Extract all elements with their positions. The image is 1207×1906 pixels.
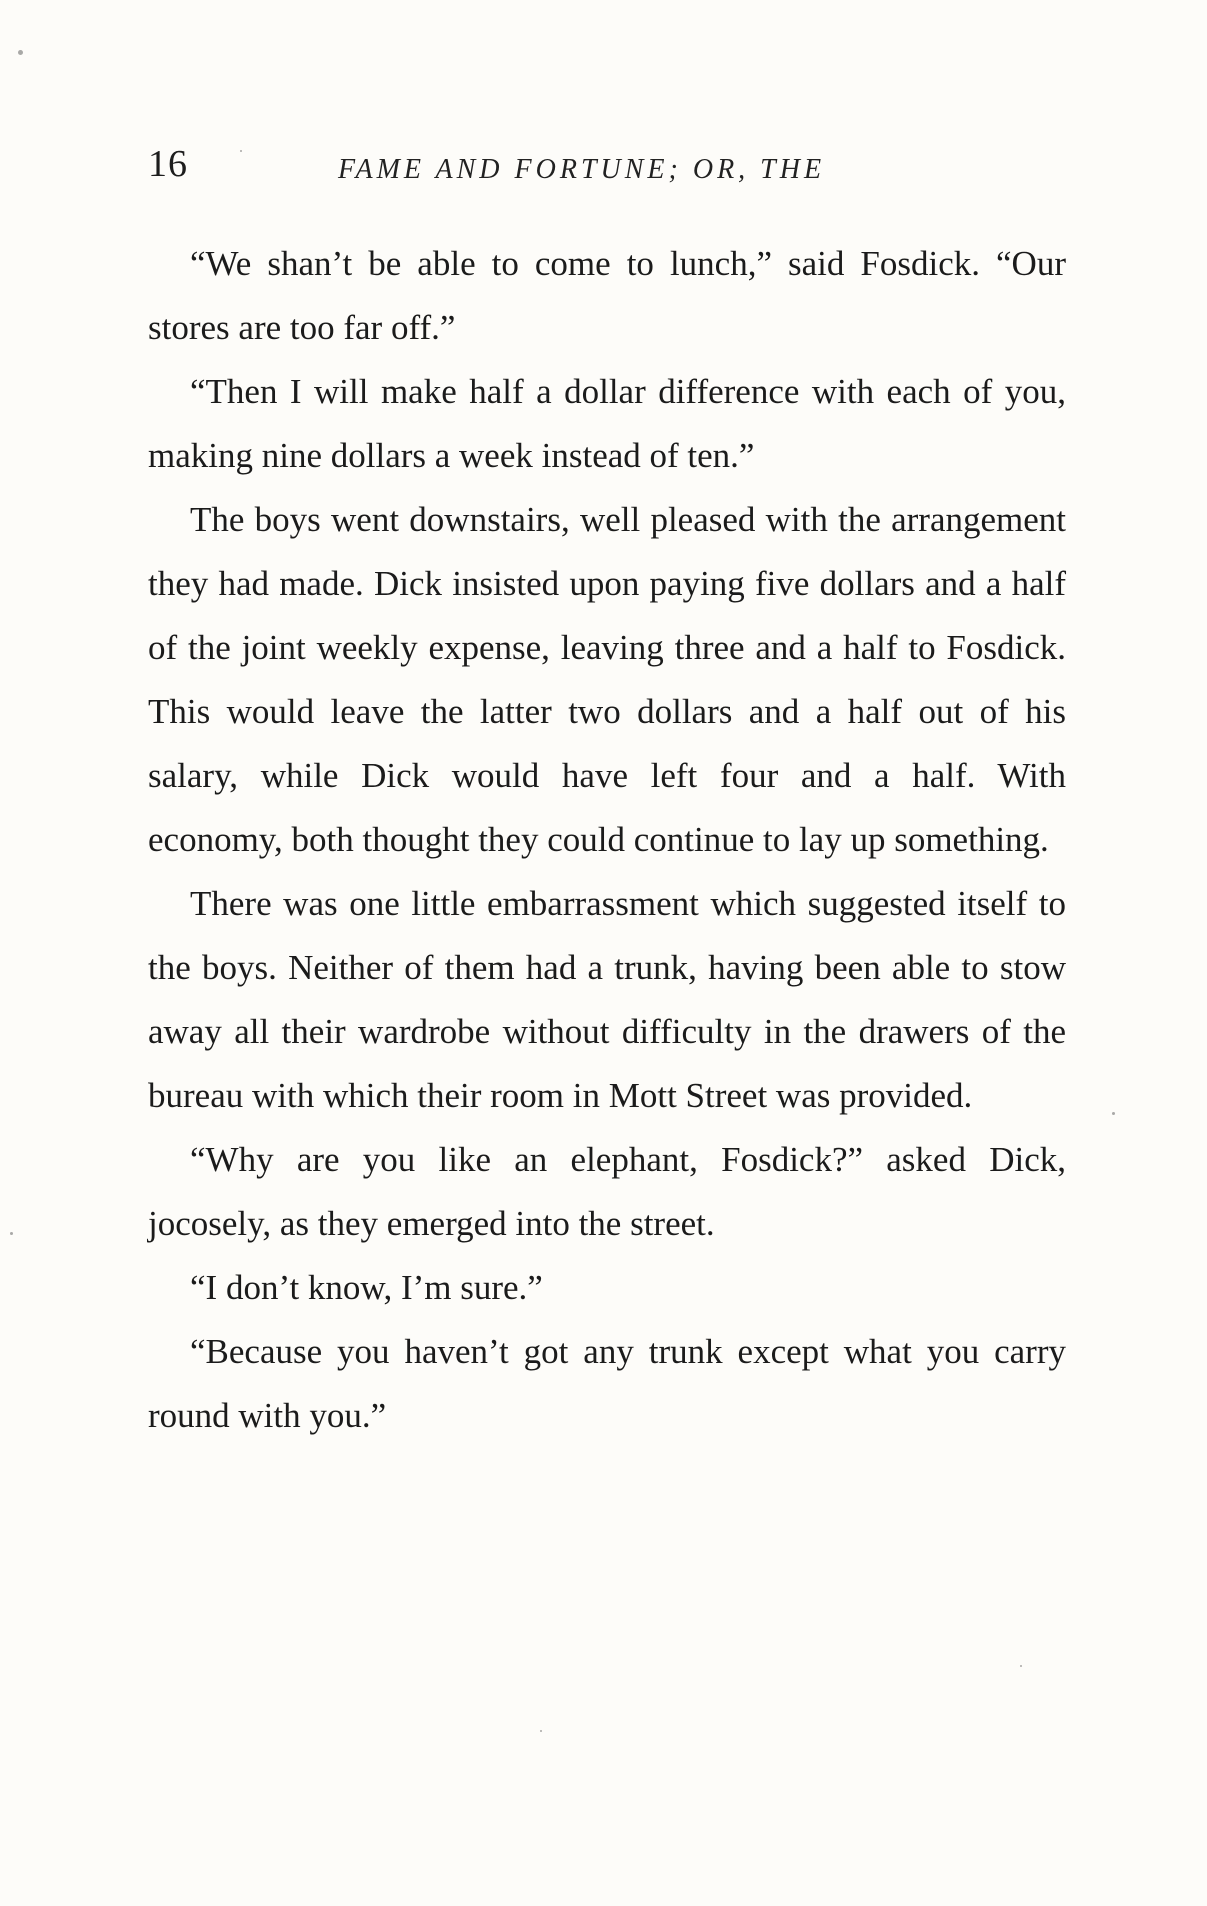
paragraph-3: The boys went downstairs, well pleased with the arrangement they had made. Dick insisted upon paying five dollars and a half of the joint weekly expense, leaving three and a half to Fosdick. This would leave the latter two dollars and a half out of his salary, while Dick would have left four and a half. With economy, both thought they could continue to lay up something.	[148, 500, 1066, 859]
running-head: FAME AND FORTUNE; OR, THE	[338, 154, 826, 185]
page-number: 16	[148, 143, 188, 185]
paper-speck	[240, 150, 242, 152]
paper-speck	[540, 1730, 542, 1732]
paragraph-6: “I don’t know, I’m sure.”	[190, 1268, 543, 1307]
paragraph-4: There was one little embarrassment which suggested itself to the boys. Neither of them had a trunk, having been able to stow away all their wardrobe without difficulty in the drawers of the bureau with which their room in Mott Street was provided.	[148, 884, 1066, 1115]
paper-speck	[1020, 1665, 1022, 1667]
page-header	[148, 136, 1078, 196]
paragraph-7: “Because you haven’t got any trunk except what you carry round with you.”	[148, 1332, 1066, 1435]
paragraph-1: “We shan’t be able to come to lunch,” said Fosdick. “Our stores are too far off.”	[148, 244, 1066, 347]
paper-speck	[1112, 1112, 1115, 1115]
paper-speck	[18, 50, 23, 55]
paper-speck	[10, 1232, 13, 1235]
paragraph-5: “Why are you like an elephant, Fosdick?” asked Dick, jocosely, as they emerged into the street.	[148, 1140, 1066, 1243]
paragraph-2: “Then I will make half a dollar difference with each of you, making nine dollars a week instead of ten.”	[148, 372, 1066, 475]
body-text	[148, 232, 1066, 1448]
